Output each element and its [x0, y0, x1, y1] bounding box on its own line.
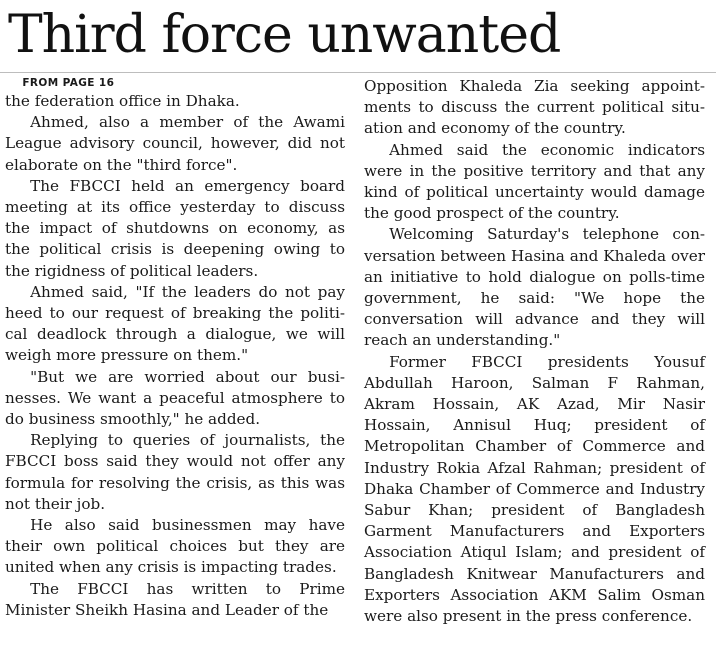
paragraph: Ahmed, also a member of the Awami League advisory council, however, did not elaborate on the "third force". [5, 113, 345, 174]
headline-divider [0, 72, 716, 73]
paragraph: Replying to queries of journalists, the FBCCI boss said they would not offer any formula for resolving the crisis, as this was not their job. [5, 431, 345, 513]
paragraph: Ahmed said the economic indicators were in the positive territory and that any kind of political uncertainty would damage the good prospect of the country. [364, 140, 705, 223]
paragraph: the federation office in Dhaka. [5, 92, 240, 110]
article-column-right [364, 76, 705, 627]
headline: Third force unwanted [8, 5, 561, 65]
paragraph: Former FBCCI presidents Yousuf Abdullah Haroon, Salman F Rahman, Akram Hossain, AK Azad, Mir Nasir Hossain, Annisul Huq; president of Metropolitan Chamber of Commerce and Industry Rokia Afzal Rahman; president of Dhaka Chamber of Commerce and Industry Sabur Khan; president of Bangladesh Garment Manufacturers and Exporters Association Atiqul Islam; and president of Bangladesh Knitwear Manufacturers and Exporters Association AKM Salim Osman were also present in the press conference. [364, 352, 705, 626]
paragraph: Ahmed said, "If the leaders do not pay heed to our request of breaking the political deadlock through a dialogue, we will weigh more pressure on them." [5, 282, 345, 365]
paragraph: The FBCCI held an emergency board meeting at its office yesterday to discuss the impact of shutdowns on economy, as the political crisis is deepening owing to the rigidness of political leaders. [5, 176, 345, 280]
paragraph: "But we are worried about our businesses. We want a peaceful atmosphere to do business smoothly," he added. [5, 367, 345, 429]
paragraph: Opposition Khaleda Zia seeking appointments to discuss the current political situation and economy of the country. [364, 77, 705, 138]
article-column-left [5, 76, 345, 621]
paragraph: Welcoming Saturday's telephone conversation between Hasina and Khaleda over an initiative to hold dialogue on polls-time government, he said: "We hope the conversation will advance and they will reach an understanding." [364, 225, 705, 350]
paragraph: The FBCCI has written to Prime Minister Sheikh Hasina and Leader of the [5, 579, 345, 619]
continuation-kicker: FROM PAGE 16 [22, 77, 115, 89]
paragraph: He also said businessmen may have their own political choices but they are united when any crisis is impacting trades. [5, 516, 345, 577]
